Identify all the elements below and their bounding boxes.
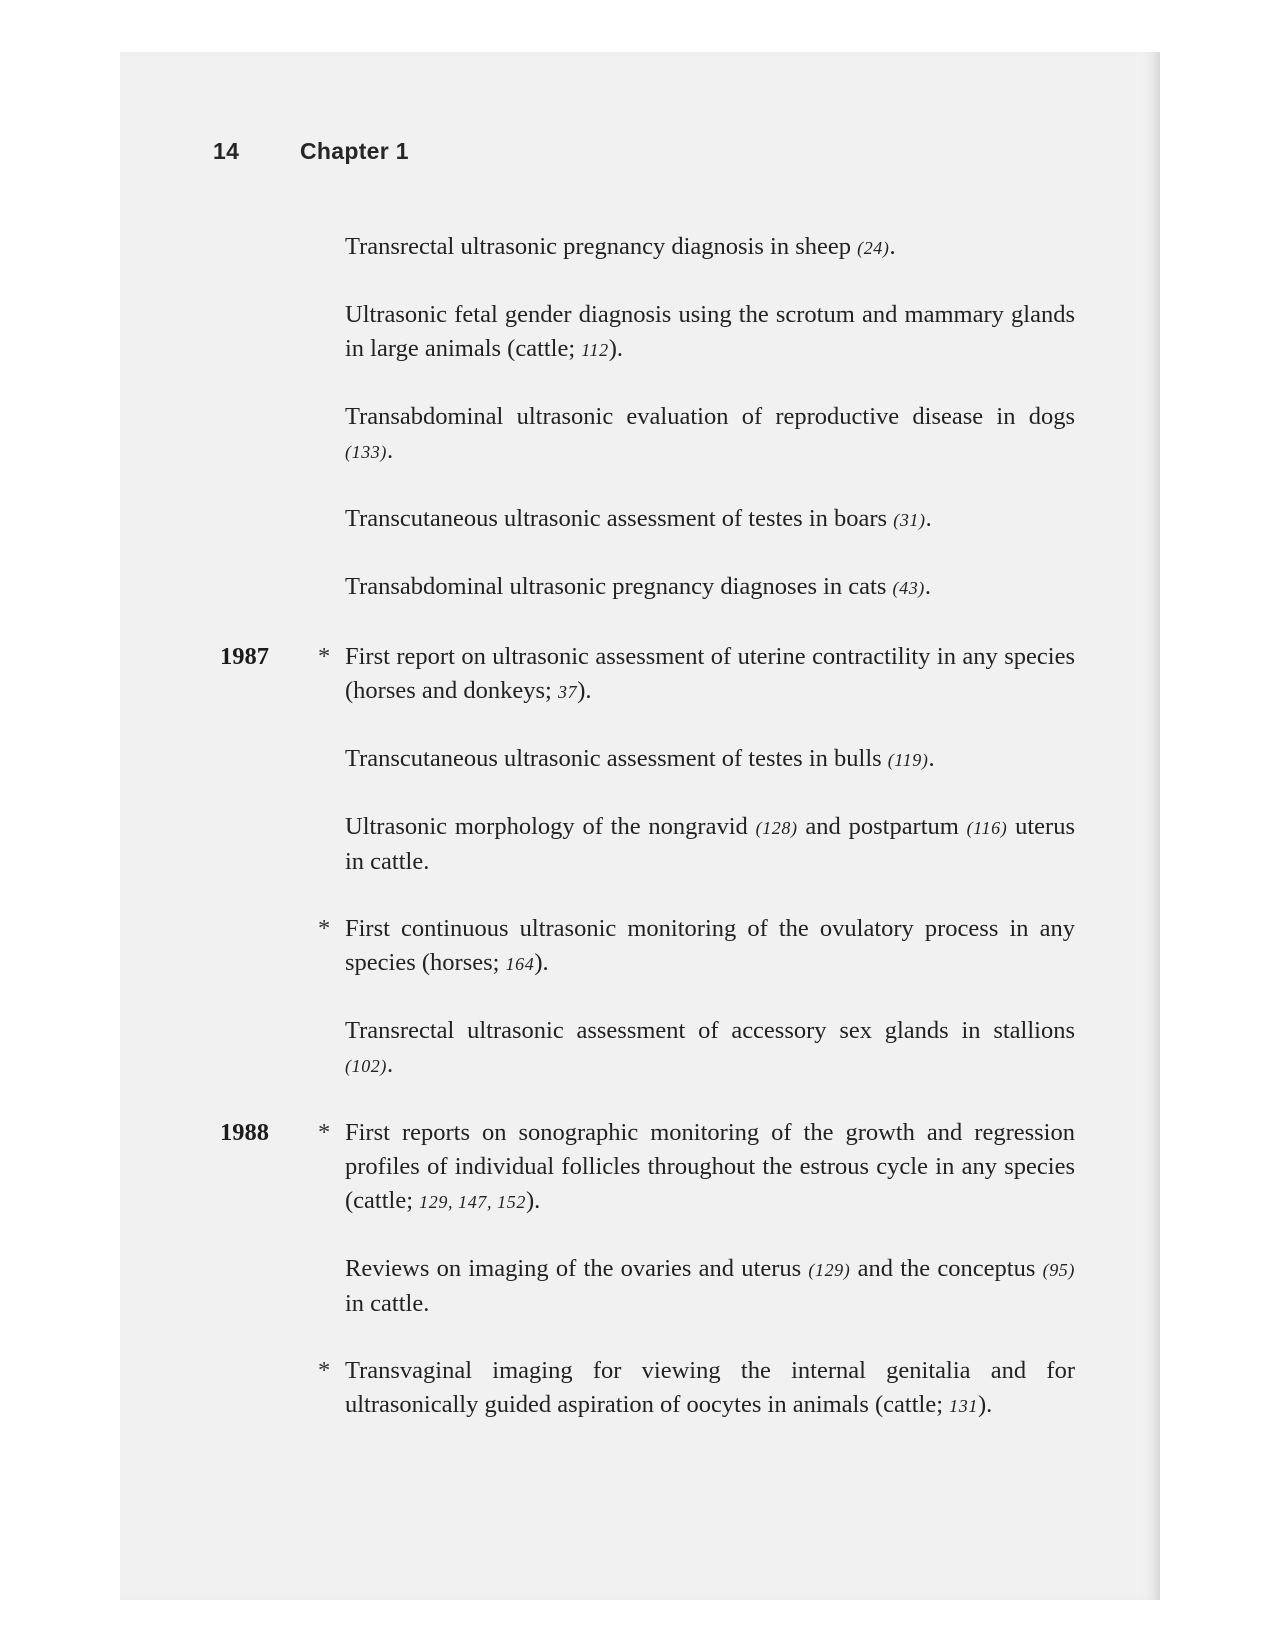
entry-uterine-contractility: First report on ultrasonic assessment of uterine contractility in any species (horses and donkeys; 37). xyxy=(345,643,1075,704)
entry-bull-testes: Transcutaneous ultrasonic assessment of testes in bulls (119). xyxy=(345,745,935,772)
citation: (43) xyxy=(892,578,925,598)
citation: (119) xyxy=(887,750,929,770)
citation: 112 xyxy=(581,340,609,360)
entry-text: Transcutaneous ultrasonic assessment of testes in boars xyxy=(345,505,894,532)
entry-text: Transabdominal ultrasonic pregnancy diagnoses in cats xyxy=(345,573,893,600)
entry-boar-testes: Transcutaneous ultrasonic assessment of testes in boars (31). xyxy=(345,505,932,532)
first-report-marker: * xyxy=(318,1357,331,1384)
page-edge xyxy=(1154,52,1160,1600)
citation: (116) xyxy=(966,818,1008,838)
citation: (129) xyxy=(808,1260,851,1280)
citation: 129, 147, 152 xyxy=(419,1192,526,1212)
entry-text: Transabdominal ultrasonic evaluation of reproductive disease in dogs xyxy=(345,403,1075,430)
entry-text: Ultrasonic fetal gender diagnosis using the scrotum and mammary glands in large animals (cattle; xyxy=(345,301,1075,362)
first-report-marker: * xyxy=(318,915,331,942)
entry-text: Transrectal ultrasonic pregnancy diagnosis in sheep xyxy=(345,233,858,260)
entry-uterus-morphology: Ultrasonic morphology of the nongravid (128) and postpartum (116) uterus in cattle. xyxy=(345,813,1076,875)
year-1988: 1988 xyxy=(220,1119,269,1146)
entry-text: Ultrasonic morphology of the nongravid xyxy=(345,813,756,840)
entry-text: First continuous ultrasonic monitoring of the ovulatory process in any species (horses; xyxy=(345,915,1075,976)
page-number: 14 xyxy=(213,138,240,164)
entry-imaging-reviews: Reviews on imaging of the ovaries and uterus (129) and the conceptus (95) in cattle. xyxy=(345,1255,1075,1317)
first-report-marker: * xyxy=(318,643,331,670)
chapter-title: Chapter 1 xyxy=(300,138,409,164)
entry-accessory-sex-glands: Transrectal ultrasonic assessment of accessory sex glands in stallions (102). xyxy=(345,1017,1075,1078)
entry-cat-pregnancy: Transabdominal ultrasonic pregnancy diagnoses in cats (43). xyxy=(345,573,932,600)
entry-sheep-pregnancy: Transrectal ultrasonic pregnancy diagnosis in sheep (24). xyxy=(345,233,896,260)
entry-text: First report on ultrasonic assessment of uterine contractility in any species (horses and donkeys; xyxy=(345,643,1075,704)
entry-follicle-monitoring: First reports on sonographic monitoring of the growth and regression profiles of individual follicles throughout the estrous cycle in any species (cattle; 129, 147, 152). xyxy=(345,1119,1075,1214)
year-1987: 1987 xyxy=(220,643,269,670)
citation: 37 xyxy=(557,682,578,702)
citation: (95) xyxy=(1042,1260,1075,1280)
citation: 131 xyxy=(949,1396,978,1416)
entry-text: Transvaginal imaging for viewing the internal genitalia and for ultrasonically guided aspiration of oocytes in animals (cattle; xyxy=(345,1357,1075,1418)
entry-text: Reviews on imaging of the ovaries and uterus xyxy=(345,1255,809,1282)
citation: (102) xyxy=(345,1056,387,1076)
entry-text: Transrectal ultrasonic assessment of accessory sex glands in stallions xyxy=(345,1017,1075,1044)
first-report-marker: * xyxy=(318,1119,331,1146)
entry-transvaginal-imaging: Transvaginal imaging for viewing the internal genitalia and for ultrasonically guided aspiration of oocytes in animals (cattle; 131). xyxy=(345,1357,1075,1418)
citation: (133) xyxy=(345,442,387,462)
entry-fetal-gender: Ultrasonic fetal gender diagnosis using the scrotum and mammary glands in large animals (cattle; 112). xyxy=(345,301,1075,362)
entry-ovulatory-monitoring: First continuous ultrasonic monitoring of the ovulatory process in any species (horses; 164). xyxy=(345,915,1075,976)
citation: (31) xyxy=(893,510,926,530)
entry-text: Transcutaneous ultrasonic assessment of testes in bulls xyxy=(345,745,888,772)
entry-dog-reproductive-disease: Transabdominal ultrasonic evaluation of reproductive disease in dogs (133). xyxy=(345,403,1075,464)
citation: (128) xyxy=(755,818,798,838)
entry-text: First reports on sonographic monitoring of the growth and regression profiles of individual follicles throughout the estrous cycle in any species (cattle; xyxy=(345,1119,1075,1214)
citation: (24) xyxy=(857,238,890,258)
citation: 164 xyxy=(505,954,535,974)
